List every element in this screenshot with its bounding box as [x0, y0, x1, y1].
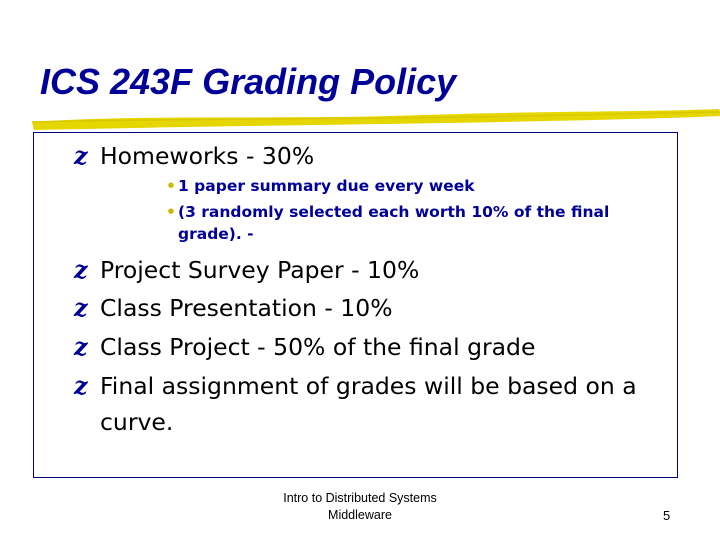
z-bullet-icon: z: [74, 141, 88, 170]
bullet-final-assignment-continuation: [74, 405, 173, 439]
sub-bullet-continuation: [178, 223, 254, 246]
dot-bullet-icon: •: [166, 203, 176, 221]
bullet-homeworks: [74, 139, 314, 173]
bullet-text: Class Project - 50% of the final grade: [100, 333, 536, 361]
footer-line-2: Middleware: [328, 508, 392, 522]
bullet-text: curve.: [100, 408, 174, 436]
bullet-text: Class Presentation - 10%: [100, 294, 393, 322]
bullet-final-assignment: [74, 369, 637, 403]
bullet-presentation: [74, 291, 393, 325]
title-underline: [24, 104, 720, 134]
sub-bullet-selection: [166, 201, 610, 224]
bullet-survey-paper: [74, 253, 419, 287]
dot-bullet-icon: •: [166, 177, 176, 195]
content-box: [33, 132, 678, 478]
bullet-text: Project Survey Paper - 10%: [100, 256, 420, 284]
z-bullet-icon: z: [74, 371, 88, 400]
bullet-class-project: [74, 330, 535, 364]
footer-line-1: Intro to Distributed Systems: [283, 491, 437, 505]
slide-title: ICS 243F Grading Policy: [40, 61, 457, 102]
sub-bullet-summary: [166, 175, 475, 198]
z-bullet-icon: z: [74, 332, 88, 361]
bullet-text: Final assignment of grades will be based on a: [100, 372, 637, 400]
z-bullet-icon: z: [74, 255, 88, 284]
sub-bullet-text: grade). -: [178, 225, 254, 243]
footer: [260, 490, 460, 524]
page-number: 5: [663, 508, 671, 523]
sub-bullet-text: (3 randomly selected each worth 10% of the final: [178, 203, 610, 221]
sub-bullet-text: 1 paper summary due every week: [178, 177, 475, 195]
z-bullet-icon: z: [74, 293, 88, 322]
bullet-text: Homeworks - 30%: [100, 142, 315, 170]
